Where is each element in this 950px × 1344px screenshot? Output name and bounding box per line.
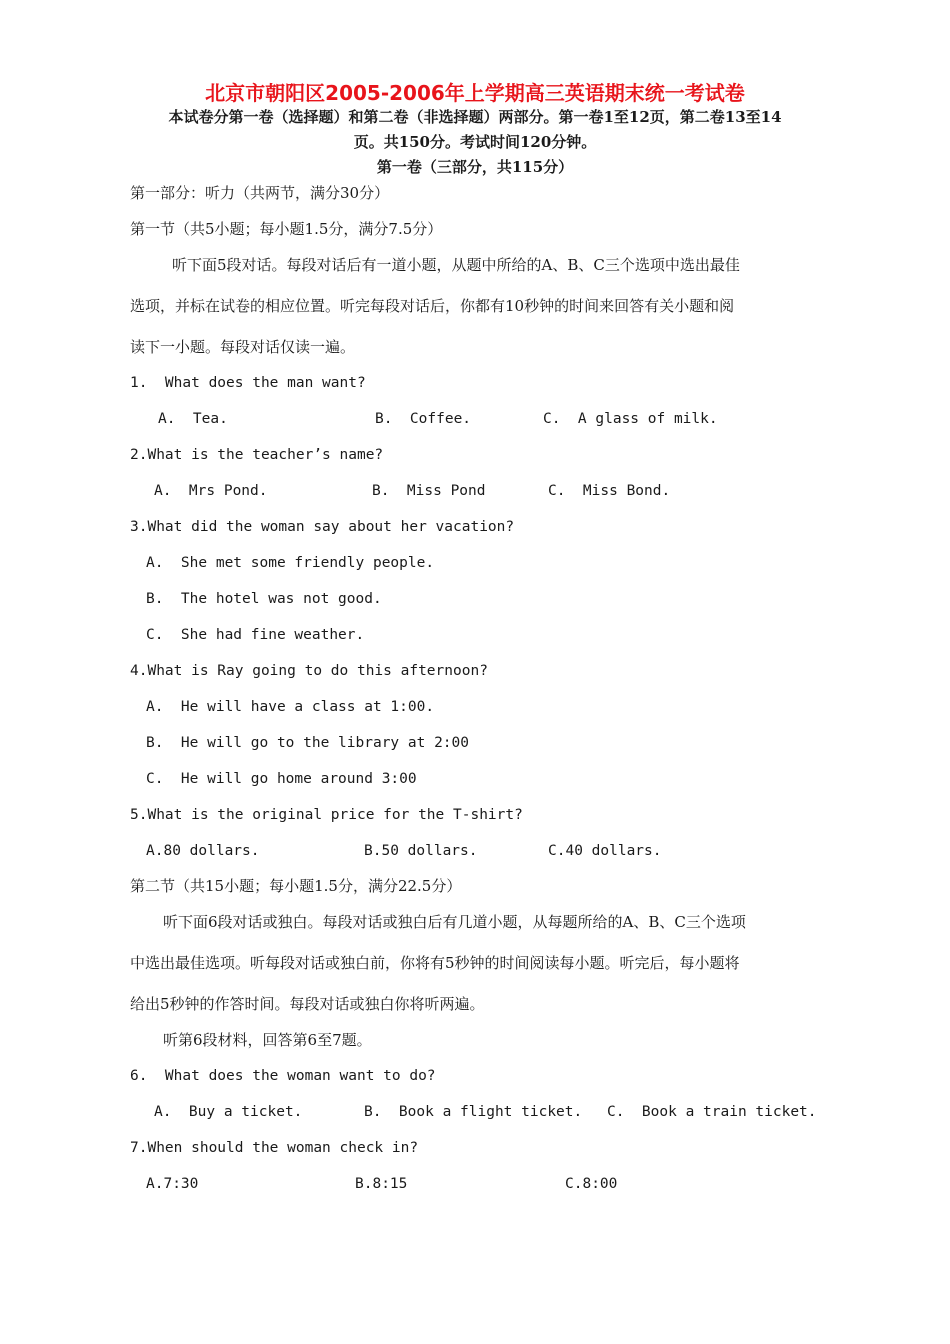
section1-instruction-1: 听下面5段对话。每段对话后有一道小题，从题中所给的A、B、C三个选项中选出最佳	[172, 256, 740, 274]
q6-option-b: B. Book a flight ticket.	[364, 1104, 583, 1120]
page-title: 北京市朝阳区2005-2006年上学期高三英语期末统一考试卷	[205, 81, 745, 105]
section1-heading: 第一节（共5小题；每小题1.5分，满分7.5分）	[130, 220, 443, 238]
q3-option-a: A. She met some friendly people.	[146, 555, 435, 571]
q4-option-a: A. He will have a class at 1:00.	[146, 699, 435, 715]
question-7: 7.When should the woman check in?	[130, 1140, 419, 1156]
q5-option-b: B.50 dollars.	[364, 843, 478, 859]
q4-option-b: B. He will go to the library at 2:00	[146, 735, 470, 751]
q1-option-c: C. A glass of milk.	[543, 411, 718, 427]
q6-option-a: A. Buy a ticket.	[154, 1104, 303, 1120]
question-5: 5.What is the original price for the T-shirt?	[130, 807, 523, 823]
q5-option-a: A.80 dollars.	[146, 843, 260, 859]
intro-line-1: 本试卷分第一卷（选择题）和第二卷（非选择题）两部分。第一卷1至12页，第二卷13至14	[168, 108, 782, 126]
section2-heading: 第二节（共15小题；每小题1.5分，满分22.5分）	[130, 877, 462, 895]
section2-instruction-1: 听下面6段对话或独白。每段对话或独白后有几道小题，从每题所给的A、B、C三个选项	[163, 913, 746, 931]
material-6-heading: 听第6段材料，回答第6至7题。	[163, 1031, 372, 1049]
q2-option-c: C. Miss Bond.	[548, 483, 671, 499]
q2-option-b: B. Miss Pond	[372, 483, 486, 499]
q3-option-b: B. The hotel was not good.	[146, 591, 382, 607]
q6-option-c: C. Book a train ticket.	[607, 1104, 817, 1120]
q4-option-c: C. He will go home around 3:00	[146, 771, 417, 787]
question-3: 3.What did the woman say about her vacation?	[130, 519, 515, 535]
q7-option-b: B.8:15	[355, 1176, 408, 1192]
question-6: 6. What does the woman want to do?	[130, 1068, 436, 1084]
q1-option-a: A. Tea.	[158, 411, 228, 427]
section2-instruction-3: 给出5秒钟的作答时间。每段对话或独白你将听两遍。	[130, 995, 485, 1013]
q7-option-c: C.8:00	[565, 1176, 618, 1192]
q3-option-c: C. She had fine weather.	[146, 627, 365, 643]
question-1: 1. What does the man want?	[130, 375, 366, 391]
question-2: 2.What is the teacher’s name?	[130, 447, 384, 463]
part1-heading: 第一部分：听力（共两节，满分30分）	[130, 184, 390, 202]
section1-instruction-2: 选项，并标在试卷的相应位置。听完每段对话后，你都有10秒钟的时间来回答有关小题和阅	[130, 297, 735, 315]
section1-instruction-3: 读下一小题。每段对话仅读一遍。	[130, 338, 356, 356]
q2-option-a: A. Mrs Pond.	[154, 483, 268, 499]
q5-option-c: C.40 dollars.	[548, 843, 662, 859]
q1-option-b: B. Coffee.	[375, 411, 472, 427]
question-4: 4.What is Ray going to do this afternoon?	[130, 663, 488, 679]
section2-instruction-2: 中选出最佳选项。听每段对话或独白前，你将有5秒钟的时间阅读每小题。听完后，每小题将	[130, 954, 740, 972]
volume1-heading: 第一卷（三部分，共115分）	[376, 158, 574, 176]
intro-line-2: 页。共150分。考试时间120分钟。	[353, 133, 597, 151]
q7-option-a: A.7:30	[146, 1176, 199, 1192]
